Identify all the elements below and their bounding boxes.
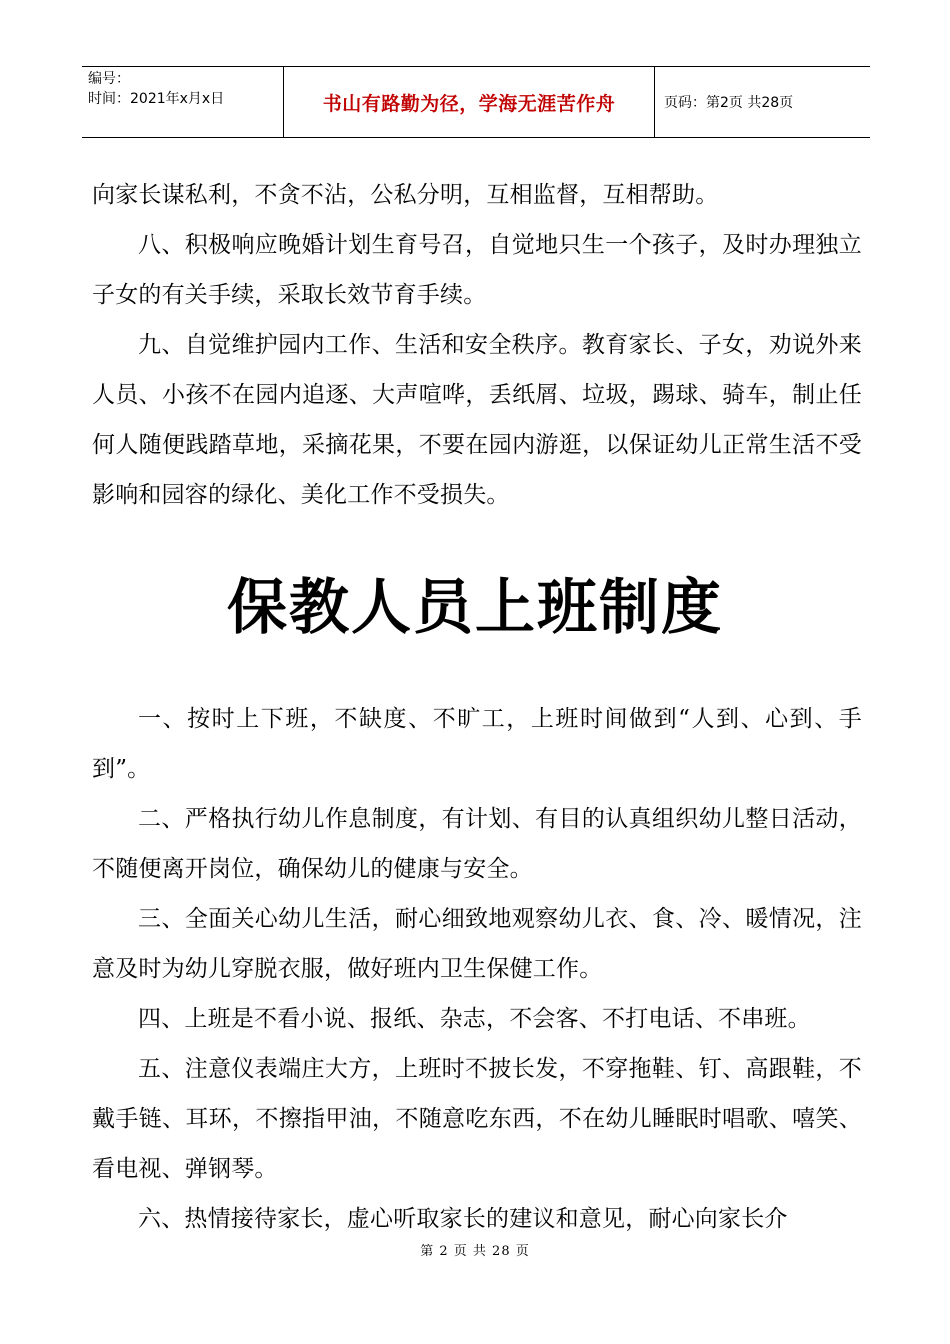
- rule-item-6: 六、热情接待家长，虚心听取家长的建议和意见，耐心向家长介: [138, 1206, 788, 1232]
- header-page-code: 页码：第2页 共28页: [664, 95, 794, 111]
- paragraph-continued: 向家长谋私利，不贪不沾，公私分明，互相监督，互相帮助。: [92, 182, 719, 208]
- rule-item-1: 一、按时上下班，不缺度、不旷工，上班时间做到“人到、心到、手到”。: [92, 706, 862, 782]
- rule-item-4: 四、上班是不看小说、报纸、杂志，不会客、不打电话、不串班。: [138, 1006, 811, 1032]
- header-meta: [82, 67, 283, 137]
- rule-item-5: 五、注意仪表端庄大方，上班时不披长发，不穿拖鞋、钉、高跟鞋，不戴手链、耳环，不擦指甲油，不随意吃东西，不在幼儿睡眠时唱歌、嘻笑、看电视、弹钢琴。: [92, 1056, 862, 1182]
- paragraph-item-8: 八、积极响应晚婚计划生育号召，自觉地只生一个孩子，及时办理独立子女的有关手续，采取长效节育手续。: [92, 232, 862, 308]
- page-header: [82, 66, 870, 138]
- page-footer: 第 2 页 共 28 页: [420, 1244, 530, 1259]
- header-page-cell: [655, 67, 870, 137]
- section-one-body: [92, 170, 862, 520]
- section-two-body: [92, 694, 862, 1244]
- header-motto-cell: [283, 67, 655, 137]
- paragraph-item-9: 九、自觉维护园内工作、生活和安全秩序。教育家长、子女，劝说外来人员、小孩不在园内追逐、大声喧哗，丢纸屑、垃圾，踢球、骑车，制止任何人随便践踏草地，采摘花果，不要在园内游逛，以保证幼儿正常生活不受影响和园容的绿化、美化工作不受损失。: [92, 332, 862, 508]
- document-number-label: 编号：: [88, 71, 130, 87]
- section-title: 保教人员上班制度: [227, 573, 723, 643]
- rule-item-3: 三、全面关心幼儿生活，耐心细致地观察幼儿衣、食、冷、暖情况，注意及时为幼儿穿脱衣服，做好班内卫生保健工作。: [92, 906, 862, 982]
- document-date-label: 时间：2021年x月x日: [88, 91, 225, 107]
- rule-item-2: 二、严格执行幼儿作息制度，有计划、有目的认真组织幼儿整日活动，不随便离开岗位，确保幼儿的健康与安全。: [92, 806, 862, 882]
- header-motto: 书山有路勤为径，学海无涯苦作舟: [322, 92, 616, 115]
